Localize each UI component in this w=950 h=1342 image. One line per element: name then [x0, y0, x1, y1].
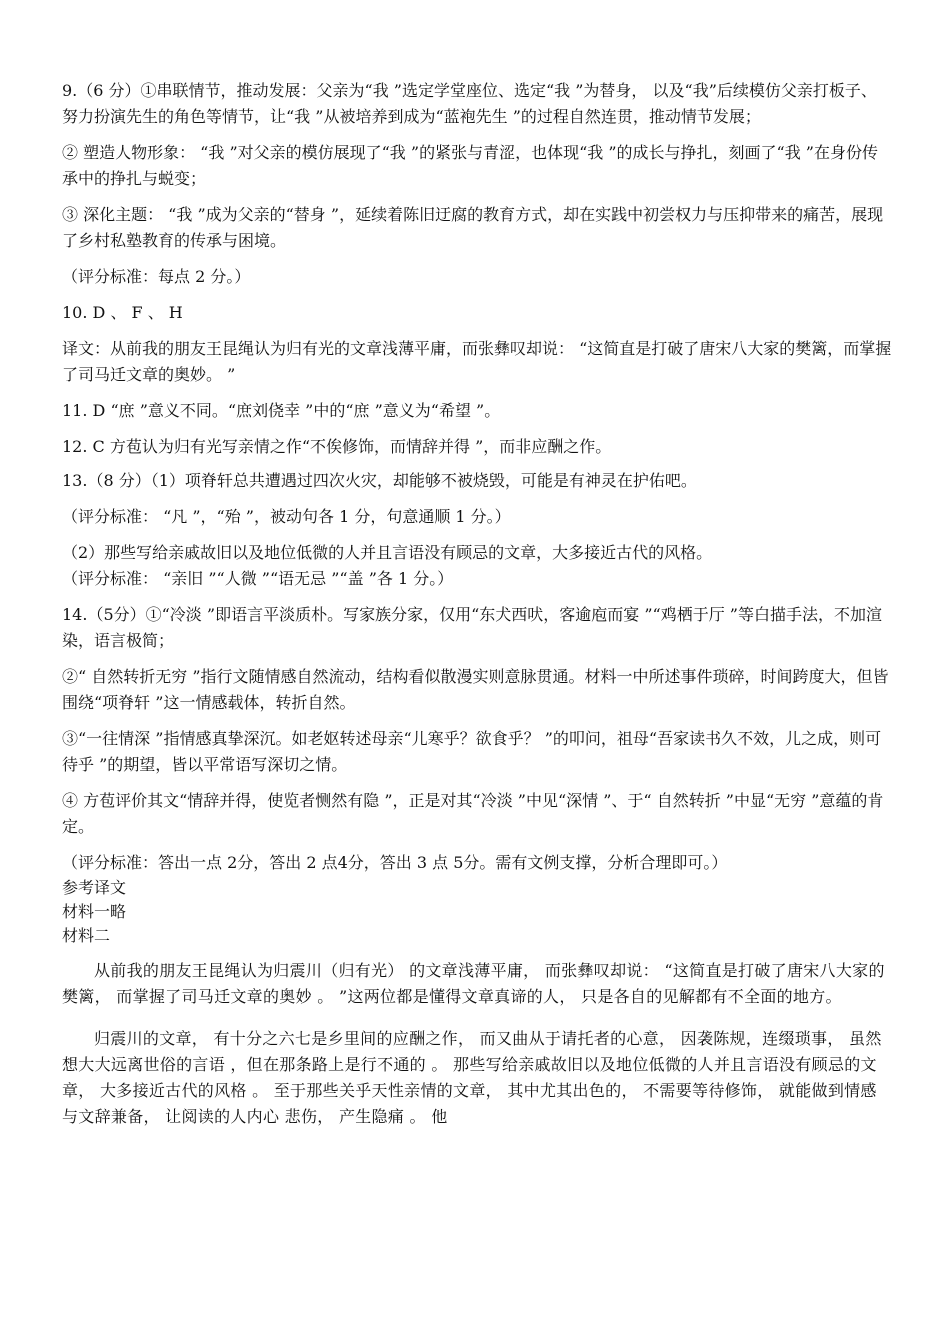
reference-translation-heading: 参考译文: [62, 878, 127, 897]
q14-point-4: ④ 方苞评价其文“情辞并得，使览者恻然有隐 ”，正是对其“冷淡 ”中见“深情 ”、于“ 自然转折 ”中显“无穷 ”意蕴的肯定。: [62, 791, 884, 836]
translation-paragraph-2: 归震川的文章， 有十分之六七是乡里间的应酬之作， 而又曲从于请托者的心意， 因袭陈规，连缀琐事， 虽然想大大远离世俗的言语 ，但在那条路上是行不通的 。 那些写给亲戚故旧以及地位低微的人并且言语没有顾忌的文章， 大多接近古代的风格 。 至于那些关乎天性亲情的文章， 其中尤其出色的， 不需要等待修饰， 就能做到情感与文辞兼备， 让阅读的人内心 悲伤， 产生隐痛 。 他: [62, 1029, 882, 1126]
material-one-label: 材料一略: [62, 902, 127, 921]
q14-point-2: ②“ 自然转折无穷 ”指行文随情感自然流动，结构看似散漫实则意脉贯通。材料一中所述事件琐碎，时间跨度大，但皆围绕“项脊轩 ”这一情感载体，转折自然。: [62, 667, 889, 712]
q13-part-2: （2）那些写给亲戚故旧以及地位低微的人并且言语没有顾忌的文章，大多接近古代的风格。: [62, 543, 713, 562]
q9-point-1: 9.（6 分）①串联情节，推动发展：父亲为“我 ”选定学堂座位、选定“我 ”为替身， 以及“我”后续模仿父亲打板子、努力扮演先生的角色等情节，让“我 ”从被培养到成为“蓝袍先生 ”的过程自然连贯，推动情节发展；: [62, 81, 877, 126]
answer-document: [62, 78, 892, 1146]
q9-point-3: ③ 深化主题： “我 ”成为父亲的“替身 ”，延续着陈旧迂腐的教育方式，却在实践中初尝权力与压抑带来的痛苦，展现了乡村私塾教育的传承与困境。: [62, 205, 884, 250]
q13-scoring-2: （评分标准： “亲旧 ”“人微 ”“语无忌 ”“盖 ”各 1 分。）: [62, 569, 454, 588]
q9-scoring: （评分标准：每点 2 分。）: [62, 267, 251, 286]
q10-answer: 10. D 、 F 、 H: [62, 303, 183, 322]
translation-paragraph-1: 从前我的朋友王昆绳认为归震川（归有光） 的文章浅薄平庸， 而张彝叹却说： “这简直是打破了唐宋八大家的樊篱， 而掌握了司马迁文章的奥妙 。 ”这两位都是懂得文章真谛的人， 只是各自的见解都有不全面的地方。: [62, 961, 885, 1006]
q14-scoring: （评分标准：答出一点 2分，答出 2 点4分，答出 3 点 5分。需有文例支撑，分析合理即可。）: [62, 853, 728, 872]
material-two-label: 材料二: [62, 926, 111, 945]
q11-answer: 11. D “庶 ”意义不同。“庶刘侥幸 ”中的“庶 ”意义为“希望 ”。: [62, 401, 501, 420]
q14-point-1: 14.（5分）①“冷淡 ”即语言平淡质朴。写家族分家，仅用“东犬西吠，客逾庖而宴 ”“鸡栖于厅 ”等白描手法，不加渲染，语言极简；: [62, 605, 882, 650]
q10-translation: 译文：从前我的朋友王昆绳认为归有光的文章浅薄平庸，而张彝叹却说： “这简直是打破了唐宋八大家的樊篱，而掌握了司马迁文章的奥妙。 ”: [62, 339, 892, 384]
q13-scoring-1: （评分标准： “凡 ”，“殆 ”，被动句各 1 分，句意通顺 1 分。）: [62, 507, 511, 526]
q14-point-3: ③“一往情深 ”指情感真挚深沉。如老妪转述母亲“儿寒乎？欲食乎？ ”的叩问，祖母“吾家读书久不效，儿之成，则可待乎 ”的期望，皆以平常语写深切之情。: [62, 729, 882, 774]
q9-point-2: ② 塑造人物形象： “我 ”对父亲的模仿展现了“我 ”的紧张与青涩，也体现“我 ”的成长与挣扎，刻画了“我 ”在身份传承中的挣扎与蜕变；: [62, 143, 878, 188]
q12-answer: 12. C 方苞认为归有光写亲情之作“不俟修饰，而情辞并得 ”，而非应酬之作。: [62, 437, 612, 456]
q13-part-1: 13.（8 分）（1）项脊轩总共遭遇过四次火灾，却能够不被烧毁，可能是有神灵在护佑吧。: [62, 471, 697, 490]
